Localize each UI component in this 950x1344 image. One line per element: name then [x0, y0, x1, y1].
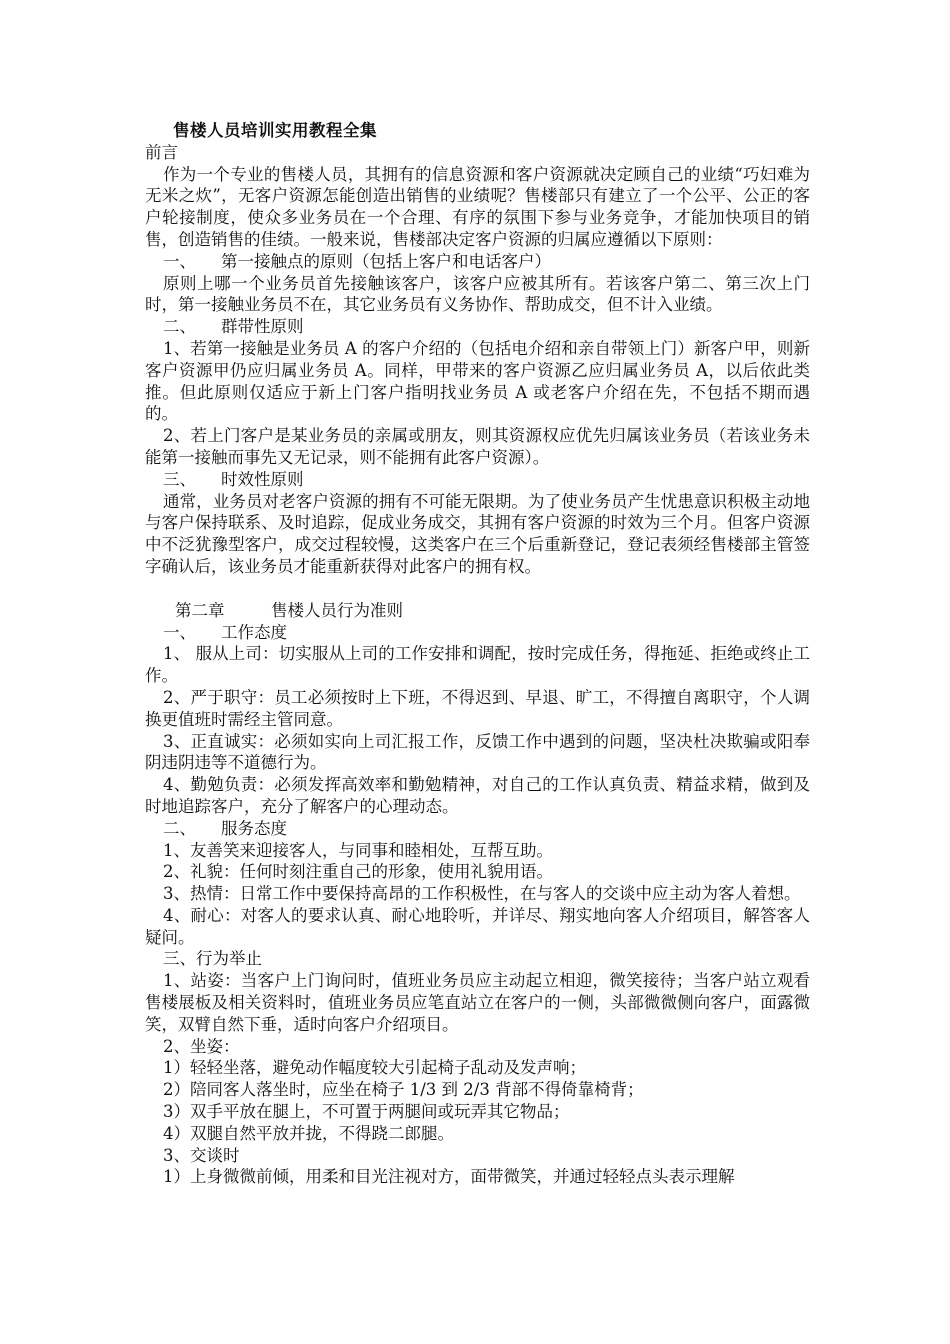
section-number: 一、: [163, 251, 196, 271]
section-title: 时效性原则: [221, 469, 304, 489]
section-number: 三、: [163, 469, 196, 489]
sub-list-item: 3）双手平放在腿上，不可置于两腿间或玩弄其它物品；: [163, 1102, 570, 1122]
list-item: 4、耐心：对客人的要求认真、耐心地聆听，并详尽、翔实地向客人介绍项目，解答客人疑问。: [145, 905, 810, 947]
list-item: 2、严于职守：员工必须按时上下班，不得迟到、早退、旷工，不得擅自离职守，个人调换更值班时需经主管同意。: [145, 687, 810, 729]
section-title: 工作态度: [221, 622, 287, 642]
section-number: 二、: [163, 317, 196, 337]
list-item: 3、交谈时: [163, 1145, 240, 1165]
list-item: 2、礼貌：任何时刻注重自己的形象，使用礼貌用语。: [163, 862, 553, 882]
subsection-heading-1: [145, 622, 810, 644]
sub-list-item: 1）上身微微前倾，用柔和目光注视对方，面带微笑，并通过轻轻点头表示理解: [163, 1167, 735, 1187]
list-item: 1、 服从上司：切实服从上司的工作安排和调配，按时完成任务，得拖延、拒绝或终止工作。: [145, 644, 810, 686]
sub-list-item: 2）陪同客人落坐时，应坐在椅子 1/3 到 2/3 背部不得倚靠椅背；: [163, 1080, 644, 1100]
section-title: 服务态度: [221, 818, 287, 838]
list-item: 3、热情：日常工作中要保持高昂的工作积极性，在与客人的交谈中应主动为客人着想。: [163, 884, 801, 904]
list-item: 4、勤勉负责：必须发挥高效率和勤勉精神，对自己的工作认真负责、精益求精，做到及时地追踪客户，充分了解客户的心理动态。: [145, 775, 810, 816]
list-item: 3、正直诚实：必须如实向上司汇报工作，反馈工作中遇到的问题，坚决杜决欺骗或阳奉阴违阴违等不道德行为。: [145, 731, 810, 773]
list-item: 1、友善笑来迎接客人，与同事和睦相处，互帮互助。: [163, 840, 553, 860]
document-title: 售楼人员培训实用教程全集: [173, 121, 377, 140]
chapter-title: 售楼人员行为准则: [271, 600, 403, 620]
subsection-heading-2: [145, 818, 810, 840]
chapter-heading: [145, 600, 810, 622]
sub-list-item: 4）双腿自然平放并拢，不得跷二郎腿。: [163, 1123, 454, 1143]
paragraph: 通常，业务员对老客户资源的拥有不可能无限期。为了使业务员产生忧患意识积极主动地与客户保持联系、及时追踪，促成业务成交，其拥有客户资源的时效为三个月。但客户资源中不泛犹豫型客户，成交过程较慢，这类客户在三个后重新登记，登记表须经售楼部主管签字确认后，该业务员才能重新获得对此客户的拥有权。: [145, 491, 810, 576]
sub-list-item: 1）轻轻坐落，避免动作幅度较大引起椅子乱动及发声响；: [163, 1058, 586, 1078]
section-heading-3: [145, 469, 810, 491]
document-page: [145, 120, 810, 1188]
section-number: 二、: [163, 818, 196, 838]
chapter-number: 第二章: [175, 600, 225, 620]
subsection-heading-3: 三、行为举止: [163, 949, 262, 969]
list-item: 2、坐姿：: [163, 1036, 240, 1056]
section-heading-2: [145, 316, 810, 338]
paragraph: 2、若上门客户是某业务员的亲属或朋友，则其资源权应优先归属该业务员（若该业务未能第一接触而事先又无记录，则不能拥有此客户资源）。: [145, 426, 810, 467]
intro-paragraph: 作为一个专业的售楼人员，其拥有的信息资源和客户资源就决定顾自己的业绩“巧妇难为无米之炊”，无客户资源怎能创造出销售的业绩呢？售楼部只有建立了一个公平、公正的客户轮接制度，使众多业务员在一个合理、有序的氛围下参与业务竞争，才能加快项目的销售，创造销售的佳绩。一般来说，售楼部决定客户资源的归属应遵循以下原则：: [145, 164, 810, 249]
list-item: 1、站姿：当客户上门询问时，值班业务员应主动起立相迎，微笑接待；当客户站立观看售楼展板及相关资料时，值班业务员应笔直站立在客户的一侧，头部微微侧向客户，面露微笑，双臂自然下垂，适时向客户介绍项目。: [145, 971, 810, 1034]
section-title: 第一接触点的原则（包括上客户和电话客户）: [221, 251, 551, 271]
paragraph: 原则上哪一个业务员首先接触该客户，该客户应被其所有。若该客户第二、第三次上门时，第一接触业务员不在，其它业务员有义务协作、帮助成交，但不计入业绩。: [145, 273, 810, 315]
preface-label: 前言: [145, 142, 178, 162]
paragraph: 1、若第一接触是业务员 A 的客户介绍的（包括电介绍和亲自带领上门）新客户甲，则新客户资源甲仍应归属业务员 A。同样，甲带来的客户资源乙应归属业务员 A，以后依此类推。但此原则仅适应于新上门客户指明找业务员 A 或老客户介绍在先，不包括不期而遇的。: [145, 338, 810, 424]
blank-line: [145, 578, 810, 600]
section-heading-1: [145, 251, 810, 273]
section-number: 一、: [163, 622, 196, 642]
section-title: 群带性原则: [221, 317, 304, 337]
